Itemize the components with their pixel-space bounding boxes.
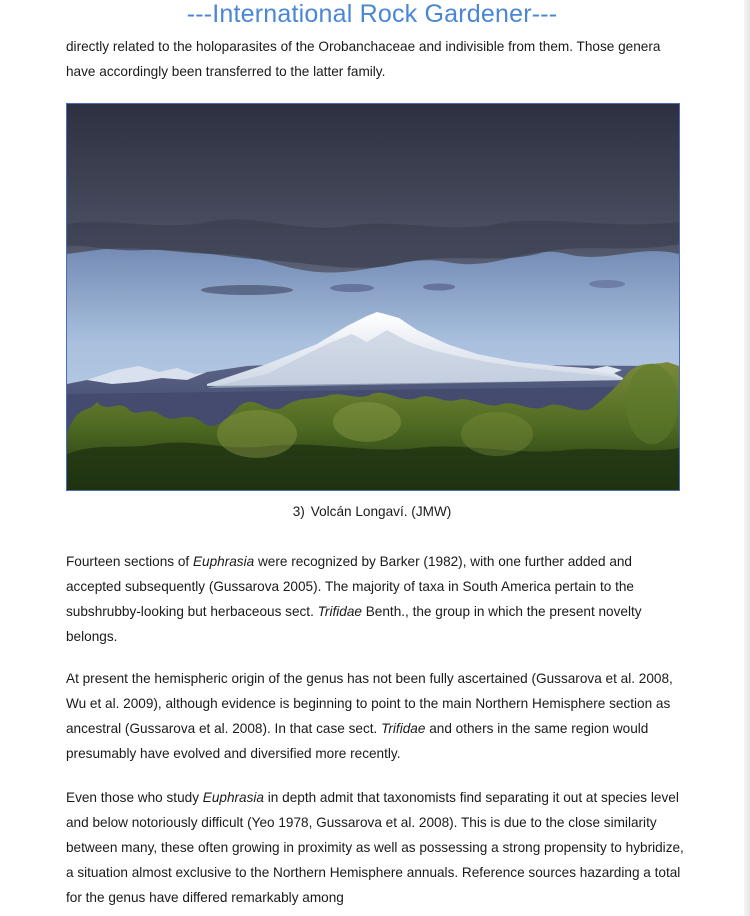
italic-section-name: Trifidae [381, 721, 426, 736]
text-run: Fourteen sections of [66, 554, 193, 569]
figure-caption [0, 502, 744, 522]
figure-number: 3) [292, 504, 305, 519]
figure-caption-text: Volcán Longaví. (JMW) [310, 504, 452, 519]
text-run: Even those who study [66, 790, 203, 805]
italic-section-name: Trifidae [317, 604, 362, 619]
intro-paragraph: directly related to the holoparasites of the Orobanchaceae and indivisible from them. Those genera have accordingly been transferred to the latter family. [66, 39, 661, 79]
text-run: in depth admit that taxonomists find separating it out at species level and below notoriously difficult (Yeo 1978, Gussarova et al. 2008). This is due to the close similarity between many, these often growing in proximity as well as possessing a strong propensity to hybridize, a situation almost exclusive to the Northern Hemisphere annuals. Reference sources hazarding a total for the genus have differed remarkably among [66, 790, 684, 905]
text-run: Benth., the group in which the present novelty belongs. [66, 604, 642, 644]
body-paragraph-2 [66, 666, 686, 766]
text-run: and others in the same region would presumably have evolved and diversified more recently. [66, 721, 649, 761]
body-paragraph-3 [66, 785, 686, 910]
italic-genus-name: Euphrasia [202, 790, 264, 805]
italic-genus-name: Euphrasia [192, 554, 255, 569]
publication-header: ---International Rock Gardener--- [186, 0, 558, 28]
figure-photo-volcano [66, 103, 680, 491]
body-paragraph-1 [66, 549, 686, 649]
page-edge-shadow [744, 0, 750, 916]
text-run: At present the hemispheric origin of the genus has not been fully ascertained (Gussarova et al. 2008, Wu et al. 2009), although evidence is beginning to point to the main Northern Hemisphere section as ancestral (Gussarova et al. 2008). In that case sect. [66, 671, 673, 736]
text-run: were recognized by Barker (1982), with one further added and accepted subsequently (Gussarova 2005). The majority of taxa in South America pertain to the subshrubby-looking but herbaceous sect. [66, 554, 634, 619]
